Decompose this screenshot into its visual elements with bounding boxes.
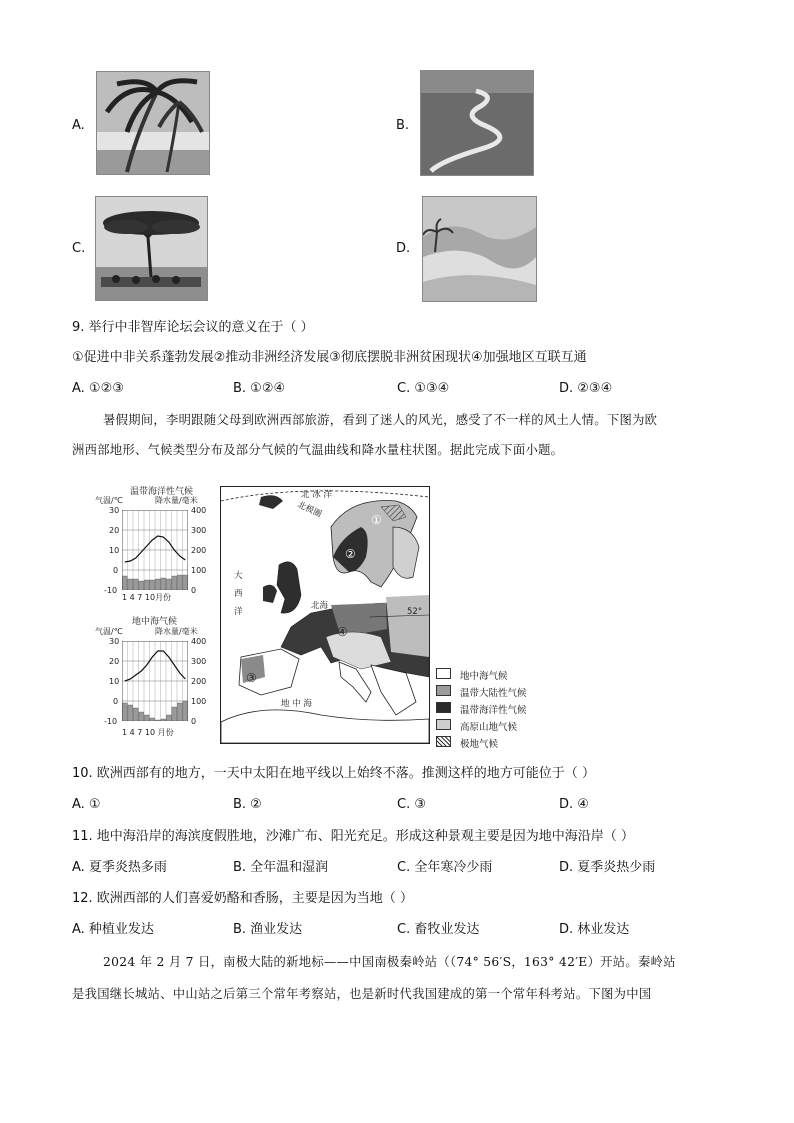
q9-option-d[interactable]: D. ②③④	[559, 381, 613, 396]
chart2-tick-t2: 10	[109, 677, 120, 686]
chart1-precip-bar	[177, 575, 182, 590]
legend-label-mediterranean: 地中海气候	[460, 671, 508, 682]
chart2-tick-p2: 200	[191, 677, 207, 686]
chart2-left-axis: 气温/℃	[95, 627, 123, 636]
desert-dunes-image	[423, 197, 536, 301]
legend-swatch-oceanic	[436, 702, 451, 713]
option-c-letter: C.	[72, 241, 86, 256]
chart2-precip-bar	[155, 720, 160, 721]
chart2-precip-bar	[128, 705, 133, 721]
chart1-precip-bar	[155, 579, 160, 590]
chart2-precip-bar	[177, 703, 182, 721]
chart1-right-axis: 降水量/毫米	[155, 496, 198, 505]
chart2-right-axis: 降水量/毫米	[155, 627, 198, 636]
legend-label-polar: 极地气候	[460, 739, 499, 750]
legend-label-oceanic: 温带海洋性气候	[460, 705, 527, 716]
option-b-letter: B.	[396, 118, 410, 133]
map-label-arctic-circle: 北极圈	[295, 499, 324, 520]
legend-swatch-continental	[436, 685, 451, 696]
chart2-tick-t3: 0	[113, 697, 119, 706]
chart1-tick-t3: 0	[113, 566, 119, 575]
passage2-line2: 是我国继长城站、中山站之后第三个常年考察站，也是新时代我国建成的第一个常年科考站。下图为中国	[72, 987, 652, 1001]
palm-beach-image	[97, 72, 209, 174]
q10-stem: 10. 欧洲西部有的地方，一天中太阳在地平线以上始终不落。推测这样的地方可能位于（ ）	[72, 766, 595, 781]
chart2-tick-p3: 100	[191, 697, 207, 706]
q12-option-d[interactable]: D. 林业发达	[559, 922, 630, 937]
option-a-photo-palms	[96, 71, 210, 175]
option-a-letter: A.	[72, 118, 85, 133]
climate-charts-panel	[95, 484, 215, 744]
q12-option-a[interactable]: A. 种植业发达	[72, 922, 154, 937]
legend-item-oceanic	[436, 702, 527, 716]
chart1-precip-bar	[166, 579, 171, 590]
legend-swatch-highland	[436, 719, 451, 730]
legend-label-highland: 高原山地气候	[460, 722, 518, 733]
legend-swatch-polar	[436, 736, 451, 747]
chart1-tick-t2: 10	[109, 546, 120, 555]
chart2-tick-p4: 0	[191, 717, 197, 726]
chart1-precip-bar	[139, 581, 144, 590]
option-b-photo-river	[420, 70, 534, 176]
meandering-river-image	[421, 71, 533, 175]
chart1-tick-p0: 400	[191, 506, 207, 515]
q10-option-c[interactable]: C. ③	[397, 797, 426, 812]
map-label-atlantic-3: 洋	[234, 607, 243, 617]
map-marker-4: ④	[337, 625, 348, 639]
q11-option-c[interactable]: C. 全年寒冷少雨	[397, 860, 493, 875]
climate-legend	[436, 668, 546, 748]
map-label-arctic-ocean: 北 冰 洋	[301, 490, 332, 500]
chart2-tick-p1: 300	[191, 657, 207, 666]
chart2-x-ticks: 1 4 7 10 月份	[122, 728, 174, 737]
map-marker-1: ①	[371, 513, 382, 527]
option-c-photo-savanna	[95, 196, 208, 301]
chart2-precip-bar	[166, 715, 171, 721]
legend-item-polar	[436, 736, 498, 750]
map-label-atlantic-1: 大	[234, 571, 243, 581]
chart1-tick-t4: -10	[104, 586, 118, 595]
q12-stem: 12. 欧洲西部的人们喜爱奶酪和香肠，主要是因为当地（ ）	[72, 891, 413, 906]
chart2-precip-bar	[150, 718, 155, 721]
chart2-precip-bar	[122, 703, 127, 721]
chart1-precip-bar	[128, 579, 133, 590]
chart2-tick-t4: -10	[104, 717, 118, 726]
map-marker-3: ③	[246, 671, 257, 685]
map-label-north-sea: 北海	[311, 601, 329, 611]
chart1-precip-bar	[161, 578, 166, 590]
q11-option-b[interactable]: B. 全年温和湿润	[233, 860, 329, 875]
europe-map	[220, 486, 430, 744]
chart2-precip-bar	[183, 701, 188, 721]
chart2-title: 地中海气候	[132, 617, 178, 627]
map-label-med: 地 中 海	[281, 699, 312, 709]
chart1-tick-t0: 30	[109, 506, 120, 515]
legend-swatch-mediterranean	[436, 668, 451, 679]
q9-option-a[interactable]: A. ①②③	[72, 381, 124, 396]
chart2-tick-p0: 400	[191, 637, 207, 646]
chart2-tick-t0: 30	[109, 637, 120, 646]
chart2-precip-bar	[139, 712, 144, 721]
chart1-tick-p4: 0	[191, 586, 197, 595]
q9-option-b[interactable]: B. ①②④	[233, 381, 286, 396]
q11-stem: 11. 地中海沿岸的海滨度假胜地，沙滩广布、阳光充足。形成这种景观主要是因为地中海沿岸（ ）	[72, 829, 634, 844]
chart1-title: 温带海洋性气候	[130, 487, 194, 497]
passage1-line2: 洲西部地形、气候类型分布及部分气候的气温曲线和降水量柱状图。据此完成下面小题。	[72, 443, 564, 457]
passage2-line1: 2024 年 2 月 7 日，南极大陆的新地标——中国南极秦岭站（（74° 56′S，163° 42′E）开站。秦岭站	[103, 955, 676, 969]
chart1-tick-p2: 200	[191, 546, 207, 555]
map-label-latitude: 52°	[407, 607, 423, 617]
chart1-precip-bar	[122, 576, 127, 590]
q10-option-a[interactable]: A. ①	[72, 797, 101, 812]
option-d-letter: D.	[396, 241, 411, 256]
q10-option-d[interactable]: D. ④	[559, 797, 589, 812]
chart2-precip-bar	[161, 719, 166, 721]
chart1-left-axis: 气温/℃	[95, 496, 123, 505]
chart1-plot	[122, 510, 188, 590]
legend-item-continental	[436, 685, 527, 699]
europe-map-shapes	[221, 487, 429, 743]
q9-option-c[interactable]: C. ①③④	[397, 381, 450, 396]
savanna-acacia-image	[96, 197, 207, 300]
legend-item-highland	[436, 719, 517, 733]
chart1-precip-bar	[144, 580, 149, 590]
q9-statements: ①促进中非关系蓬勃发展②推动非洲经济发展③彻底摆脱非洲贫困现状④加强地区互联互通	[72, 350, 587, 365]
q12-option-c[interactable]: C. 畜牧业发达	[397, 922, 480, 937]
chart1-tick-p1: 300	[191, 526, 207, 535]
map-label-atlantic-2: 西	[234, 589, 243, 599]
chart1-precip-bar	[133, 579, 138, 590]
chart1-tick-p3: 100	[191, 566, 207, 575]
chart2-tick-t1: 20	[109, 657, 120, 666]
chart2-plot	[122, 641, 188, 721]
chart1-x-ticks: 1 4 7 10月份	[122, 593, 172, 602]
q12-option-b[interactable]: B. 渔业发达	[233, 922, 303, 937]
legend-item-mediterranean	[436, 668, 508, 682]
chart2-precip-bar	[172, 707, 177, 721]
legend-label-continental: 温带大陆性气候	[460, 688, 527, 699]
passage1-line1: 暑假期间，李明跟随父母到欧洲西部旅游，看到了迷人的风光，感受了不一样的风土人情。下图为欧	[103, 413, 658, 427]
chart1-tick-t1: 20	[109, 526, 120, 535]
option-d-photo-desert	[422, 196, 537, 302]
q10-option-b[interactable]: B. ②	[233, 797, 262, 812]
q9-stem: 9. 举行中非智库论坛会议的意义在于（ ）	[72, 320, 314, 335]
chart1-precip-bar	[172, 576, 177, 590]
chart2-precip-bar	[144, 715, 149, 721]
q11-option-d[interactable]: D. 夏季炎热少雨	[559, 860, 656, 875]
q11-option-a[interactable]: A. 夏季炎热多雨	[72, 860, 167, 875]
chart1-precip-bar	[150, 580, 155, 590]
chart1-precip-bar	[183, 575, 188, 590]
map-marker-2: ②	[345, 547, 356, 561]
chart2-precip-bar	[133, 708, 138, 721]
